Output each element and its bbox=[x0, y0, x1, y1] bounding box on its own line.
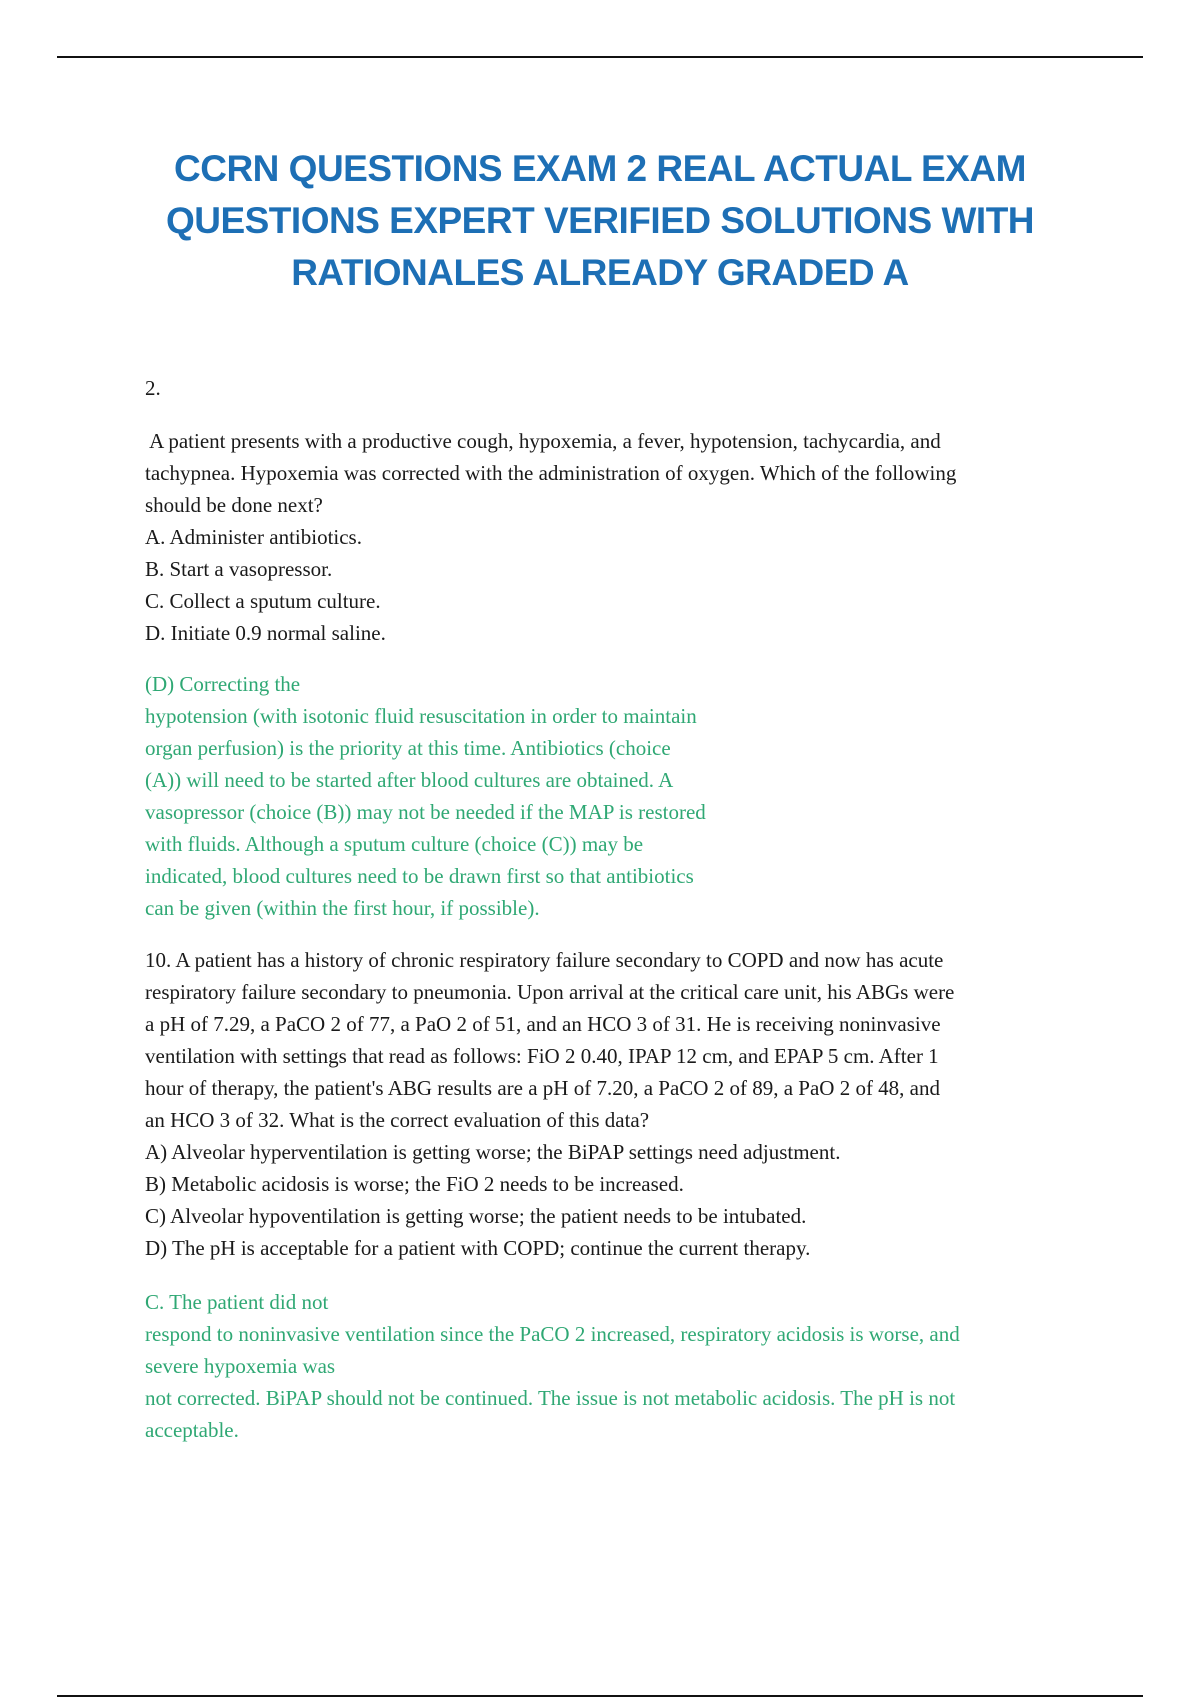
rationale-line: C. The patient did not bbox=[145, 1290, 329, 1314]
option-a: A) Alveolar hyperventilation is getting worse; the BiPAP settings need adjustment. bbox=[145, 1140, 841, 1164]
rationale-line: organ perfusion) is the priority at this time. Antibiotics (choice bbox=[145, 736, 671, 760]
rationale-line: can be given (within the first hour, if possible). bbox=[145, 896, 540, 920]
question-2-rationale bbox=[145, 668, 706, 924]
option-b: B. Start a vasopressor. bbox=[145, 557, 333, 581]
option-d: D. Initiate 0.9 normal saline. bbox=[145, 621, 386, 645]
question-10-rationale bbox=[145, 1286, 960, 1446]
option-c: C. Collect a sputum culture. bbox=[145, 589, 381, 613]
option-d: D) The pH is acceptable for a patient with COPD; continue the current therapy. bbox=[145, 1236, 811, 1260]
question-2 bbox=[145, 425, 956, 649]
rationale-line: severe hypoxemia was bbox=[145, 1354, 336, 1378]
rationale-line: not corrected. BiPAP should not be continued. The issue is not metabolic acidosis. The pH is not bbox=[145, 1386, 956, 1410]
rationale-line: (D) Correcting the bbox=[145, 672, 301, 696]
question-2-number: 2. bbox=[145, 376, 161, 400]
bottom-rule bbox=[57, 1695, 1143, 1697]
question-10 bbox=[145, 944, 954, 1264]
top-rule bbox=[57, 56, 1143, 58]
option-a: A. Administer antibiotics. bbox=[145, 525, 362, 549]
question-stem-line: respiratory failure secondary to pneumonia. Upon arrival at the critical care unit, his ABGs were bbox=[145, 980, 955, 1004]
rationale-line: (A)) will need to be started after blood cultures are obtained. A bbox=[145, 768, 674, 792]
rationale-line: hypotension (with isotonic fluid resuscitation in order to maintain bbox=[145, 704, 697, 728]
rationale-line: indicated, blood cultures need to be drawn first so that antibiotics bbox=[145, 864, 694, 888]
title-line: QUESTIONS EXPERT VERIFIED SOLUTIONS WITH bbox=[165, 200, 1035, 241]
question-stem-line: 10. A patient has a history of chronic respiratory failure secondary to COPD and now has acute bbox=[145, 948, 944, 972]
document-title bbox=[0, 143, 1200, 299]
question-stem-line: ventilation with settings that read as follows: FiO 2 0.40, IPAP 12 cm, and EPAP 5 cm. After 1 bbox=[145, 1044, 939, 1068]
question-stem-line: tachypnea. Hypoxemia was corrected with the administration of oxygen. Which of the following bbox=[145, 461, 957, 485]
title-line: CCRN QUESTIONS EXAM 2 REAL ACTUAL EXAM bbox=[174, 148, 1026, 189]
rationale-line: respond to noninvasive ventilation since the PaCO 2 increased, respiratory acidosis is worse, and bbox=[145, 1322, 960, 1346]
question-stem-line: a pH of 7.29, a PaCO 2 of 77, a PaO 2 of 51, and an HCO 3 of 31. He is receiving noninvasive bbox=[145, 1012, 941, 1036]
question-stem-line: an HCO 3 of 32. What is the correct evaluation of this data? bbox=[145, 1108, 650, 1132]
title-line: RATIONALES ALREADY GRADED A bbox=[291, 252, 909, 293]
question-stem-line: A patient presents with a productive cough, hypoxemia, a fever, hypotension, tachycardia, and bbox=[145, 429, 941, 453]
option-b: B) Metabolic acidosis is worse; the FiO 2 needs to be increased. bbox=[145, 1172, 684, 1196]
rationale-line: acceptable. bbox=[145, 1418, 239, 1442]
rationale-line: with fluids. Although a sputum culture (choice (C)) may be bbox=[145, 832, 644, 856]
option-c: C) Alveolar hypoventilation is getting worse; the patient needs to be intubated. bbox=[145, 1204, 807, 1228]
question-stem-line: should be done next? bbox=[145, 493, 323, 517]
question-stem-line: hour of therapy, the patient's ABG results are a pH of 7.20, a PaCO 2 of 89, a PaO 2 of 48, and bbox=[145, 1076, 941, 1100]
rationale-line: vasopressor (choice (B)) may not be needed if the MAP is restored bbox=[145, 800, 706, 824]
